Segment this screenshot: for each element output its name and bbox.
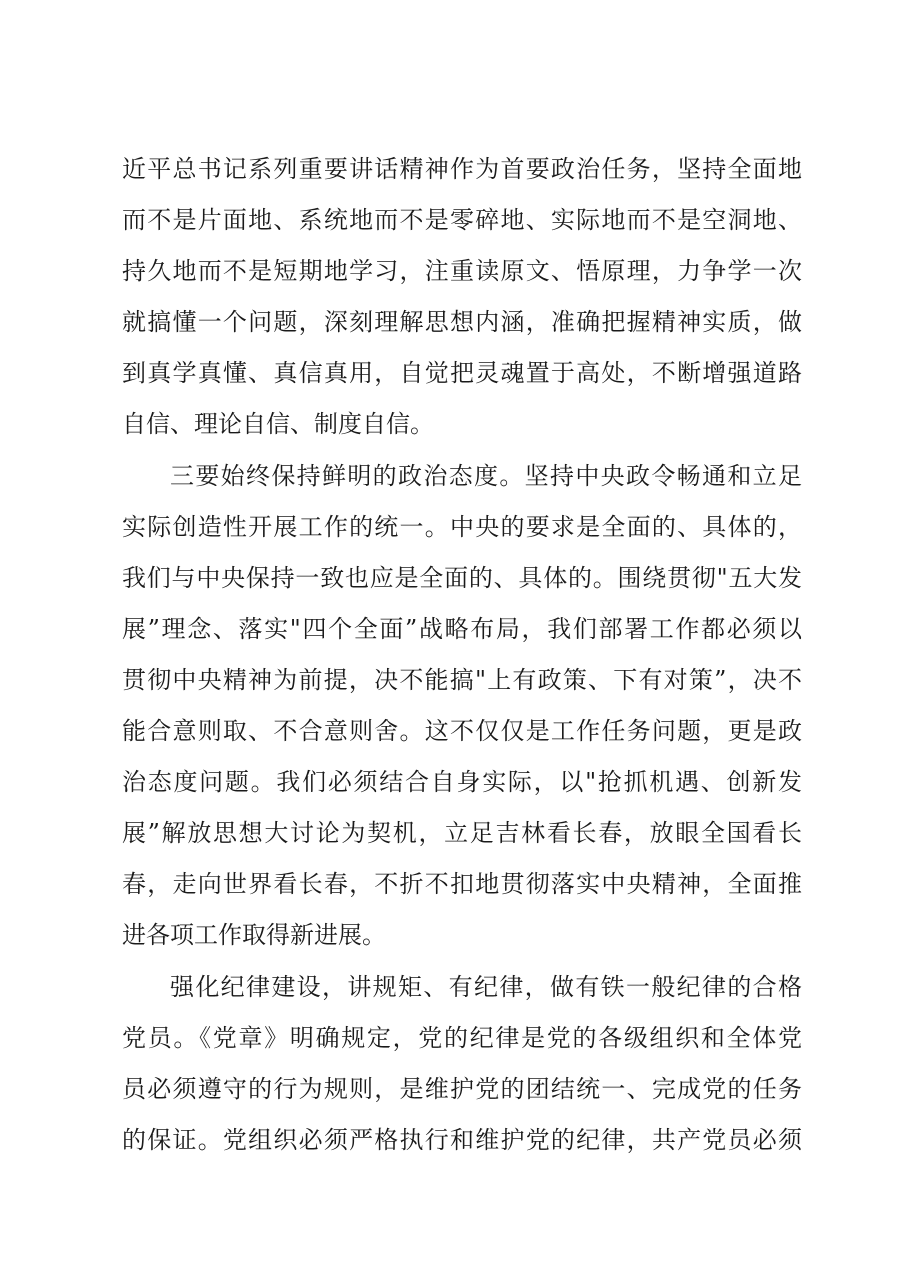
paragraph-line: 三要始终保持鲜明的政治态度。坚持中央政令畅通和立足 [170, 461, 802, 490]
paragraph-line: 的保证。党组织必须严格执行和维护党的纪律，共产党员必须 [122, 1125, 802, 1154]
paragraph-line: 而不是片面地、系统地而不是零碎地、实际地而不是空洞地、 [122, 206, 802, 235]
paragraph-line: 我们与中央保持一致也应是全面的、具体的。围绕贯彻"五大发 [122, 563, 802, 592]
document-body [122, 144, 802, 1166]
paragraph-line: 春，走向世界看长春，不折不扣地贯彻落实中央精神，全面推 [122, 870, 802, 899]
paragraph-line: 贯彻中央精神为前提，决不能搞"上有政策、下有对策”，决不 [122, 665, 802, 694]
paragraph-line: 实际创造性开展工作的统一。中央的要求是全面的、具体的， [122, 512, 802, 541]
paragraph-line: 近平总书记系列重要讲话精神作为首要政治任务，坚持全面地 [122, 155, 802, 183]
paragraph-line: 自信、理论自信、制度自信。 [122, 410, 434, 439]
paragraph-line: 员必须遵守的行为规则，是维护党的团结统一、完成党的任务 [122, 1074, 802, 1103]
paragraph-line: 展”解放思想大讨论为契机，立足吉林看长春，放眼全国看长 [122, 819, 802, 848]
paragraph-line: 到真学真懂、真信真用，自觉把灵魂置于高处，不断增强道路 [122, 359, 802, 388]
paragraph-line: 治态度问题。我们必须结合自身实际，以"抢抓机遇、创新发 [122, 768, 802, 797]
paragraph-line: 就搞懂一个问题，深刻理解思想内涵，准确把握精神实质，做 [122, 308, 802, 337]
paragraph-line: 强化纪律建设，讲规矩、有纪律，做有铁一般纪律的合格 [170, 972, 802, 1001]
paragraph-line: 能合意则取、不合意则舍。这不仅仅是工作任务问题，更是政 [122, 717, 802, 746]
paragraph-line: 展”理念、落实"四个全面”战略布局，我们部署工作都必须以 [122, 614, 802, 643]
paragraph-line: 持久地而不是短期地学习，注重读原文、悟原理，力争学一次 [122, 257, 802, 286]
paragraph-line: 进各项工作取得新进展。 [122, 921, 386, 950]
paragraph-line: 党员。《党章》明确规定，党的纪律是党的各级组织和全体党 [122, 1023, 802, 1052]
